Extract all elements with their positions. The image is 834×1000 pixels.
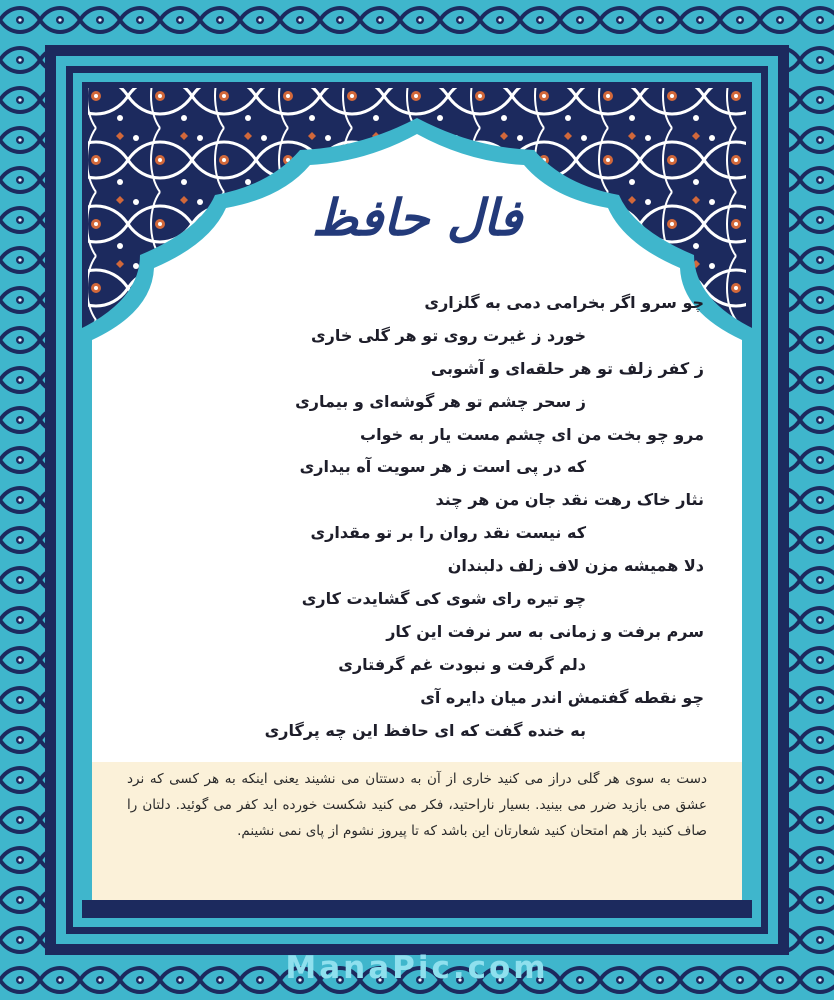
poem-line: چو سرو اگر بخرامی دمی به گلزاری	[424, 293, 704, 312]
poem-line: دلم گرفت و نبودت غم گرفتاری	[338, 654, 586, 674]
poem-line: که در پی است ز هر سویت آه بیداری	[299, 457, 586, 477]
poem-line: ز کفر زلف تو هر حلقه‌ای و آشوبی	[430, 358, 704, 378]
poem-line: به خنده گفت که ای حافظ این چه پرگاری	[264, 720, 586, 740]
poem-line: مرو چو بخت من ای چشم مست یار به خواب	[360, 424, 704, 444]
poem-line: سرم برفت و زمانی به سر نرفت این کار	[386, 621, 704, 641]
watermark: ManaPic.com	[285, 950, 549, 986]
poem-line: دلا همیشه مزن لاف زلف دلبندان	[447, 556, 704, 576]
poem-line: چو تیره رای شوی کی گشایدت کاری	[301, 589, 586, 609]
interpretation-text: دست به سوی هر گلی دراز می کنید خاری از آن به دستتان می نشیند یعنی اینکه به هر کسی که نرد عشق می بازید ضرر می بینید. بسیار ناراحتید، فکر می کنید شکست خورده اید کفر می گوئید. دلتان را صاف کنید باز هم امتحان کنید شعارتان این باشد که تا پیروز نشوم از پای نمی نشینم.	[127, 771, 707, 839]
poem	[130, 287, 704, 747]
poem-line: چو نقطه گفتمش اندر میان دایره آی	[420, 687, 704, 707]
poem-line: ز سحر چشم تو هر گوشه‌ای و بیماری	[295, 391, 586, 411]
page-title: فال حافظ	[311, 188, 523, 247]
poem-line: که نیست نقد روان را بر تو مقداری	[310, 523, 586, 543]
poem-line: خورد ز غیرت روی تو هر گلی خاری	[310, 325, 586, 345]
poem-line: نثار خاک رهت نقد جان من هر چند	[435, 490, 704, 510]
